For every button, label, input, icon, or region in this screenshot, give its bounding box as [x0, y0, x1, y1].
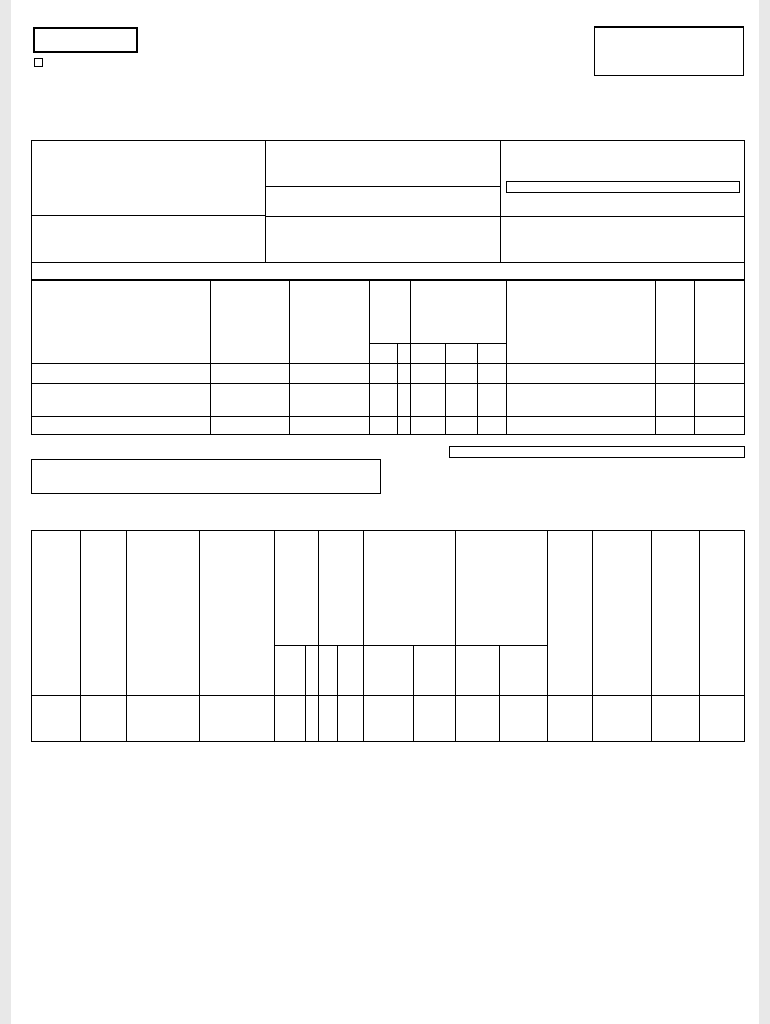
grid-divider-1	[265, 140, 266, 262]
t1-r1-amount	[411, 364, 446, 384]
t2-h4	[275, 531, 319, 646]
table-row	[32, 384, 745, 417]
t2-r1-title	[32, 696, 81, 742]
t1-r1-owned	[507, 364, 655, 384]
t1-r3-ad	[446, 417, 478, 435]
t1-r3-date	[210, 417, 290, 435]
t2-sub-title	[456, 646, 500, 696]
t2-h3a	[200, 531, 275, 696]
t2-r1-expiration	[413, 696, 456, 742]
t2-h8	[548, 531, 593, 696]
t1-r3-nature	[694, 417, 744, 435]
t1-h5	[507, 281, 655, 364]
t1-h1	[32, 281, 211, 364]
t2-r1-v	[306, 696, 318, 742]
t1-h2	[210, 281, 290, 364]
t1-sub-v	[398, 344, 411, 364]
table-row	[32, 696, 745, 742]
t2-r1-form	[651, 696, 700, 742]
table-row	[32, 364, 745, 384]
t1-r3-form	[655, 417, 694, 435]
grid-hline-1	[265, 186, 500, 187]
t2-h1	[32, 531, 81, 696]
reporting-info-grid	[31, 140, 745, 280]
t2-r1-price	[548, 696, 593, 742]
t2-sub-exercisable	[364, 646, 414, 696]
grid-hline-2	[265, 216, 745, 217]
t1-h7	[694, 281, 744, 364]
reminder-box	[449, 446, 745, 458]
t1-r2-amount	[411, 384, 446, 417]
t1-r2-price	[477, 384, 506, 417]
t2-h3	[127, 531, 200, 696]
t1-r1-date	[210, 364, 290, 384]
t2-sub-v	[306, 646, 318, 696]
t1-r2-v	[398, 384, 411, 417]
t2-r1-a	[318, 696, 337, 742]
t2-r1-d	[337, 696, 363, 742]
t1-r1-code	[369, 364, 397, 384]
no-longer-subject-checkbox[interactable]	[34, 58, 43, 67]
t2-r1-nature	[700, 696, 745, 742]
t1-r1-nature	[694, 364, 744, 384]
officer-title	[506, 181, 740, 193]
t1-r2-date	[210, 384, 290, 417]
t1-r3-title	[32, 417, 211, 435]
t2-h9	[593, 531, 652, 696]
t2-h11	[700, 531, 745, 696]
t1-r2-code	[369, 384, 397, 417]
t1-r2-form	[655, 384, 694, 417]
t1-r2-ad	[446, 384, 478, 417]
t2-r1-uamount	[499, 696, 548, 742]
form-title-box	[33, 27, 138, 53]
t1-r1-v	[398, 364, 411, 384]
grid-hline-4	[31, 215, 265, 216]
t2-sub-d	[337, 646, 363, 696]
t1-sub-price	[477, 344, 506, 364]
form4-page	[11, 0, 759, 1024]
t2-r1-date	[127, 696, 200, 742]
t2-h2	[80, 531, 127, 696]
t2-r1-code	[275, 696, 306, 742]
t1-r3-deemed	[290, 417, 370, 435]
t1-sub-amount	[411, 344, 446, 364]
grid-divider-2	[500, 140, 501, 262]
t2-sub-code	[275, 646, 306, 696]
persons-box	[31, 459, 381, 494]
t1-sub-ad	[446, 344, 478, 364]
t1-r3-code	[369, 417, 397, 435]
t1-r3-v	[398, 417, 411, 435]
t1-r2-title	[32, 384, 211, 417]
t2-sub-expiration	[413, 646, 456, 696]
t1-r2-owned	[507, 384, 655, 417]
t2-r1-deemed	[200, 696, 275, 742]
t2-r1-utitle	[456, 696, 500, 742]
t2-r1-owned	[593, 696, 652, 742]
omb-approval-box	[594, 26, 744, 76]
t1-r3-owned	[507, 417, 655, 435]
t2-h10	[651, 531, 700, 696]
t1-r1-title	[32, 364, 211, 384]
t1-h3	[369, 281, 410, 344]
t1-r1-deemed	[290, 364, 370, 384]
table2	[31, 530, 745, 742]
t1-r1-ad	[446, 364, 478, 384]
table-row	[32, 417, 745, 435]
t1-r1-form	[655, 364, 694, 384]
t1-r3-amount	[411, 417, 446, 435]
t2-h5	[318, 531, 364, 646]
t1-r3-price	[477, 417, 506, 435]
t1-r2-nature	[694, 384, 744, 417]
table1	[31, 280, 745, 435]
t2-sub-a	[318, 646, 337, 696]
t1-sub-code	[369, 344, 397, 364]
t1-r2-deemed	[290, 384, 370, 417]
t2-r1-conv	[80, 696, 127, 742]
t1-h2a	[290, 281, 370, 364]
t2-h7	[456, 531, 548, 646]
t2-r1-exercisable	[364, 696, 414, 742]
t1-r1-price	[477, 364, 506, 384]
grid-hline-3	[31, 262, 745, 263]
t2-h6	[364, 531, 456, 646]
t2-sub-amount	[499, 646, 548, 696]
t1-h6	[655, 281, 694, 364]
t1-h4	[411, 281, 507, 344]
